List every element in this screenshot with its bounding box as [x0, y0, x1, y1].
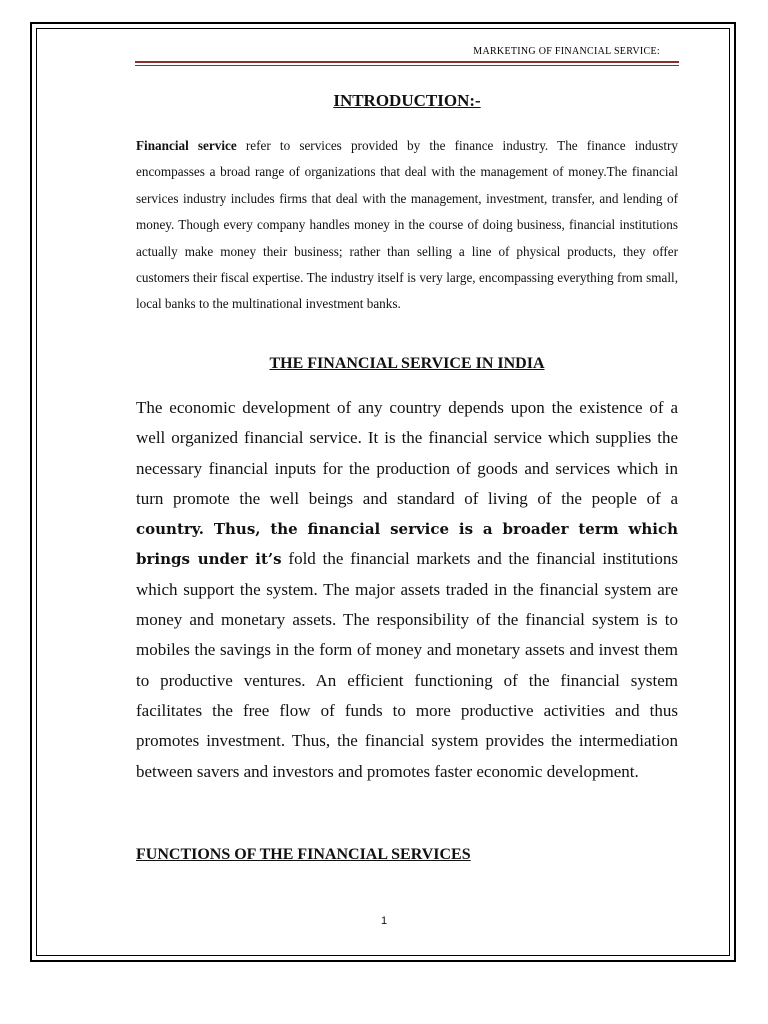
page-number: 1	[380, 915, 388, 927]
india-body-part1: The economic development of any country depends upon the existence of a well organized financial service. It is the financial service which supplies the necessary financial inputs for the production of goods and services which in turn promote the well beings and standard of living of the people of a	[136, 398, 678, 508]
introduction-heading: INTRODUCTION:-	[333, 91, 481, 110]
india-body-part2: fold the financial markets and the financial institutions which support the system. The major assets traded in the financial system are money and monetary assets. The responsibility of the financial system is to mobiles the savings in the form of money and monetary assets and invest them to productive ventures. An efficient functioning of the financial system facilitates the free flow of funds to more productive activities and thus promotes investment. Thus, the financial system provides the intermediation between savers and investors and promotes faster economic development.	[136, 549, 678, 781]
india-section-paragraph	[136, 393, 678, 787]
india-body-bold: country. Thus, the financial service is a broader term which brings under it’s	[136, 520, 678, 569]
india-section-heading: THE FINANCIAL SERVICE IN INDIA	[269, 355, 545, 372]
header-rule-thin	[135, 65, 679, 66]
running-header: MARKETING OF FINANCIAL SERVICE:	[473, 46, 660, 57]
header-rule-thick	[135, 61, 679, 63]
introduction-body: refer to services provided by the finance industry. The finance industry encompasses a broad range of organizations that deal with the management of money.The financial services industry includes firms that deal with the management, investment, transfer, and lending of money. Though every company handles money in the course of doing business, financial institutions actually make money their business; rather than selling a line of physical products, they offer customers their fiscal expertise. The industry itself is very large, encompassing everything from small, local banks to the multinational investment banks.	[136, 138, 678, 312]
functions-section-heading: FUNCTIONS OF THE FINANCIAL SERVICES	[136, 846, 471, 863]
introduction-paragraph	[136, 133, 678, 318]
introduction-lead-term: Financial service	[136, 138, 237, 153]
